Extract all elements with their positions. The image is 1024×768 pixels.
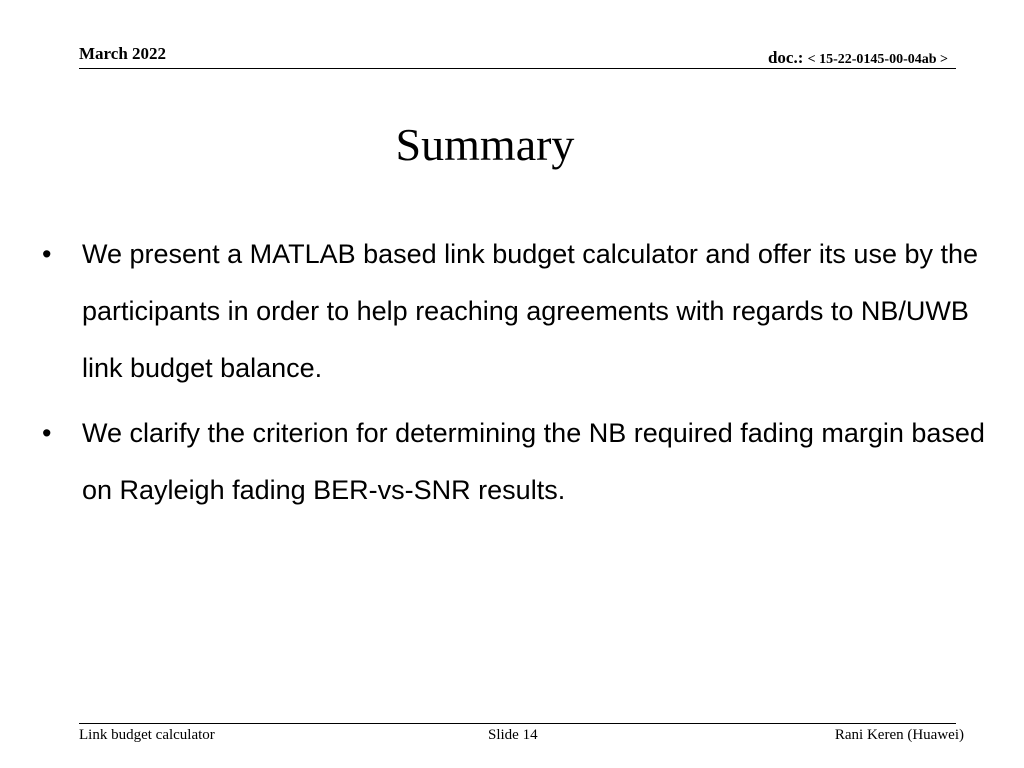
slide-title: Summary [395, 119, 575, 170]
header-divider [79, 68, 956, 69]
header-doc-number [768, 48, 948, 68]
footer-author: Rani Keren (Huawei) [834, 727, 964, 743]
bullet-list [42, 226, 992, 527]
bullet-text: We present a MATLAB based link budget calculator and offer its use by the participants in order to help reaching agreements with regards to NB/UWB link budget balance. [82, 239, 979, 383]
header-date: March 2022 [79, 44, 167, 63]
bullet-text: We clarify the criterion for determining the NB required fading margin based on Rayleigh fading BER-vs-SNR results. [82, 418, 985, 505]
footer-title: Link budget calculator [79, 727, 215, 743]
bullet-icon: • [42, 239, 52, 269]
bullet-icon: • [42, 418, 52, 448]
doc-label: doc.: [767, 48, 804, 67]
bullet-item [42, 226, 992, 397]
footer-divider [79, 723, 956, 724]
doc-id: < 15-22-0145-00-04ab > [807, 52, 948, 67]
slide-number: Slide 14 [488, 727, 538, 743]
bullet-item [42, 405, 992, 519]
